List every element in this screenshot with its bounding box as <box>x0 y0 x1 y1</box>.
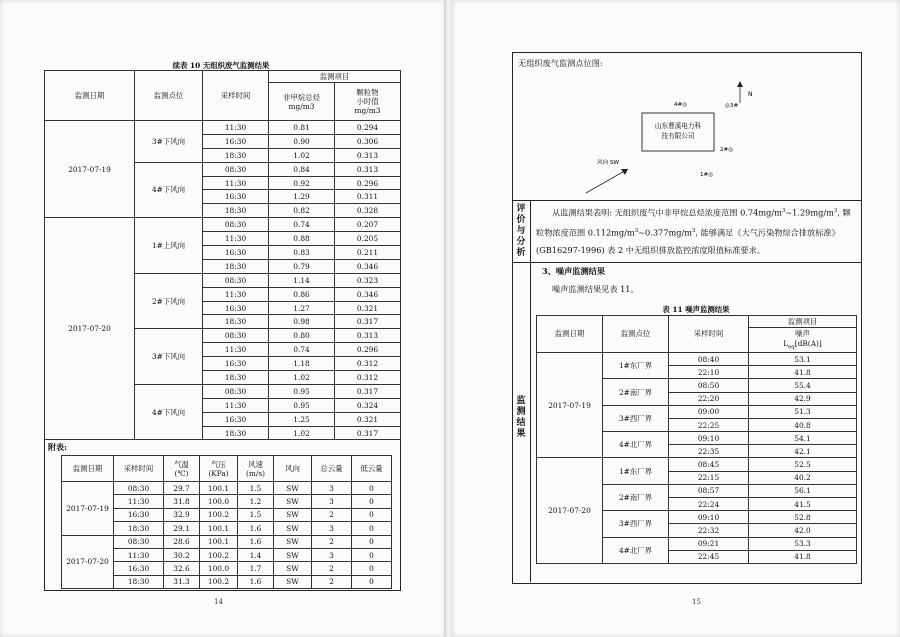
time-cell: 22:15 <box>669 471 749 484</box>
eval-text-2: ~1.29mg/m <box>785 207 834 218</box>
time-cell: 11:30 <box>203 176 269 190</box>
app-header-time: 采样时间 <box>114 456 164 482</box>
t11-header-point: 监测点位 <box>603 316 669 353</box>
point-2: 2#◎ <box>720 147 734 153</box>
point-cell: 3#下风向 <box>135 329 203 385</box>
date-cell: 2017-07-20 <box>62 535 114 589</box>
point-3: ◎3# <box>725 103 739 109</box>
time-cell: 18:30 <box>203 204 269 218</box>
table-row <box>62 482 392 495</box>
time-cell: 11:30 <box>203 398 269 412</box>
page-number-right: 15 <box>692 598 701 606</box>
pm-value: 0.321 <box>335 301 401 315</box>
weather-value: 0 <box>352 575 392 588</box>
appendix-weather-table <box>61 455 392 589</box>
monitoring-point-map <box>572 78 772 198</box>
weather-value: 2 <box>312 535 352 548</box>
point-cell: 3#西厂界 <box>603 405 669 431</box>
eval-label-char: 评 <box>516 204 526 214</box>
noise-value: 55.4 <box>749 379 857 392</box>
time-cell: 22:32 <box>669 524 749 537</box>
app-header-low-cloud: 低云量 <box>352 456 392 482</box>
pm-value: 0.313 <box>335 148 401 162</box>
nmhc-value: 0.88 <box>269 232 335 246</box>
table10-air-monitoring <box>44 70 401 440</box>
nmhc-value: 0.82 <box>269 204 335 218</box>
t11-header-unit <box>749 339 857 353</box>
time-cell: 22:10 <box>669 366 749 379</box>
pm-value: 0.312 <box>335 357 401 371</box>
weather-value: SW <box>274 548 312 561</box>
section-divider-2 <box>512 262 861 263</box>
weather-value: 11:30 <box>114 548 164 561</box>
t11-header-noise: 噪声 <box>749 328 857 339</box>
pm-value: 0.346 <box>335 287 401 301</box>
results-label <box>514 396 528 440</box>
point-cell: 4#北厂界 <box>603 432 669 458</box>
nmhc-value: 0.83 <box>269 246 335 260</box>
weather-value: 2 <box>312 508 352 521</box>
pm-value: 0.324 <box>335 398 401 412</box>
date-cell: 2017-07-19 <box>45 121 135 218</box>
nmhc-value: 1.29 <box>269 190 335 204</box>
eval-text-3: , 颗粒物浓度范围 0.112mg/m <box>536 207 851 238</box>
time-cell: 08:30 <box>203 329 269 343</box>
weather-value: 3 <box>312 522 352 535</box>
time-cell: 16:30 <box>203 134 269 148</box>
nmhc-value: 1.27 <box>269 301 335 315</box>
weather-value: 1.5 <box>238 508 274 521</box>
noise-value: 40.2 <box>749 471 857 484</box>
eval-paragraph <box>536 202 854 259</box>
pm-value: 0.312 <box>335 371 401 385</box>
header-time: 采样时间 <box>203 71 269 121</box>
table-row <box>537 458 857 471</box>
time-cell: 08:40 <box>669 352 749 365</box>
table-row <box>45 121 401 135</box>
t11-unit-sub: eq <box>788 343 795 350</box>
weather-value: 1.5 <box>238 482 274 495</box>
weather-value: SW <box>274 508 312 521</box>
time-cell: 22:20 <box>669 392 749 405</box>
results-label-char: 结 <box>516 418 526 428</box>
time-cell: 09:10 <box>669 432 749 445</box>
noise-value: 41.8 <box>749 366 857 379</box>
time-cell: 08:57 <box>669 484 749 497</box>
weather-value: 1.2 <box>238 495 274 508</box>
nmhc-value: 1.02 <box>269 426 335 440</box>
weather-value: 11:30 <box>114 495 164 508</box>
weather-value: 18:30 <box>114 522 164 535</box>
pm-value: 0.317 <box>335 426 401 440</box>
weather-value: 100.1 <box>200 482 238 495</box>
weather-value: SW <box>274 495 312 508</box>
weather-value: SW <box>274 535 312 548</box>
noise-value: 53.1 <box>749 352 857 365</box>
noise-value: 54.1 <box>749 432 857 445</box>
app-header-winddir: 风向 <box>274 456 312 482</box>
app-header-temp <box>164 456 200 482</box>
pm-value: 0.205 <box>335 232 401 246</box>
noise-value: 42.0 <box>749 524 857 537</box>
weather-value: 100.2 <box>200 548 238 561</box>
t11-unit-main: L <box>783 338 789 348</box>
time-cell: 08:50 <box>669 379 749 392</box>
weather-value: 16:30 <box>114 562 164 575</box>
point-4: 4#◎ <box>674 102 688 108</box>
weather-value: 100.2 <box>200 508 238 521</box>
eval-sup: 3 <box>781 208 786 214</box>
noise-heading: 3、噪声监测结果 <box>542 266 606 276</box>
nmhc-value: 1.25 <box>269 412 335 426</box>
app-header-temp-unit: (℃) <box>174 468 189 478</box>
header-date: 监测日期 <box>45 71 135 121</box>
header-nmhc-name: 非甲烷总烃 <box>283 92 320 102</box>
time-cell: 22:24 <box>669 498 749 511</box>
pm-value: 0.321 <box>335 412 401 426</box>
point-cell: 3#下风向 <box>135 121 203 163</box>
noise-intro: 噪声监测结果见表 11。 <box>552 284 639 294</box>
noise-value: 41.5 <box>749 498 857 511</box>
eval-sup: 3 <box>691 227 696 234</box>
app-header-date: 监测日期 <box>62 456 114 482</box>
left-page <box>0 0 446 637</box>
weather-value: 08:30 <box>114 535 164 548</box>
weather-value: 31.3 <box>164 575 200 588</box>
eval-label-char: 与 <box>516 226 526 236</box>
point-cell: 1#东厂界 <box>603 458 669 484</box>
time-cell: 08:30 <box>203 218 269 232</box>
t11-header-date: 监测日期 <box>537 316 603 353</box>
weather-value: 29.1 <box>164 522 200 535</box>
pm-value: 0.211 <box>335 246 401 260</box>
weather-value: SW <box>274 575 312 588</box>
weather-value: 100.1 <box>200 522 238 535</box>
company-name-line1: 山东曹溪电力科 <box>654 122 702 130</box>
nmhc-value: 0.86 <box>269 287 335 301</box>
weather-value: 2 <box>312 562 352 575</box>
date-cell: 2017-07-20 <box>537 458 603 564</box>
app-header-pressure-unit: (KPa) <box>208 468 229 478</box>
noise-value: 51.3 <box>749 405 857 418</box>
header-pm-name: 颗粒物 <box>356 88 379 97</box>
weather-value: 0 <box>352 522 392 535</box>
nmhc-value: 0.79 <box>269 259 335 273</box>
results-label-char: 测 <box>516 407 526 417</box>
weather-value: 100.0 <box>200 562 238 575</box>
time-cell: 09:21 <box>669 537 749 550</box>
nmhc-value: 1.02 <box>269 371 335 385</box>
appendix-title: 附表: <box>48 442 67 452</box>
point-cell: 3#西厂界 <box>603 511 669 537</box>
table-row <box>537 352 857 365</box>
point-cell: 4#北厂界 <box>603 537 669 563</box>
header-point: 监测点位 <box>135 71 203 121</box>
company-name-line2: 技有限公司 <box>661 132 695 140</box>
weather-value: 1.6 <box>238 522 274 535</box>
weather-value: 0 <box>352 548 392 561</box>
pm-value: 0.317 <box>335 384 401 398</box>
app-header-pressure-name: 气压 <box>211 459 226 469</box>
eval-text-5: , 能够满足《大气污染物综合排放标准》(GB16297-1996) 表 2 中无组织排放监控浓度限值标准要求。 <box>536 227 840 256</box>
t11-header-time: 采样时间 <box>669 316 749 353</box>
time-cell: 11:30 <box>203 232 269 246</box>
point-cell: 2#南厂界 <box>603 484 669 510</box>
right-page <box>452 0 900 637</box>
pm-value: 0.207 <box>335 218 401 232</box>
nmhc-value: 1.18 <box>269 357 335 371</box>
nmhc-value: 1.02 <box>269 148 335 162</box>
point-1: 1#◎ <box>700 172 714 178</box>
pm-value: 0.306 <box>335 134 401 148</box>
point-cell: 4#下风向 <box>135 384 203 440</box>
nmhc-value: 0.90 <box>269 134 335 148</box>
time-cell: 22:35 <box>669 445 749 458</box>
weather-value: 2 <box>312 575 352 588</box>
weather-value: 0 <box>352 482 392 495</box>
time-cell: 08:30 <box>203 384 269 398</box>
table11-caption: 表 11 噪声监测结果 <box>662 305 730 314</box>
noise-value: 53.3 <box>749 537 857 550</box>
nmhc-value: 0.74 <box>269 218 335 232</box>
weather-value: SW <box>274 482 312 495</box>
time-cell: 16:30 <box>203 301 269 315</box>
nmhc-value: 0.84 <box>269 162 335 176</box>
weather-value: 32.9 <box>164 508 200 521</box>
nmhc-value: 0.95 <box>269 398 335 412</box>
nmhc-value: 0.81 <box>269 121 335 135</box>
nmhc-value: 0.98 <box>269 315 335 329</box>
time-cell: 18:30 <box>203 315 269 329</box>
north-arrow-icon <box>737 81 743 87</box>
header-nmhc-unit: mg/m3 <box>288 101 315 111</box>
weather-value: SW <box>274 522 312 535</box>
eval-text-1: 从监测结果表明: 无组织废气中非甲烷总烃浓度范围 0.74mg/m <box>552 207 782 218</box>
weather-value: 0 <box>352 562 392 575</box>
table11-noise <box>536 315 857 564</box>
noise-value: 56.1 <box>749 484 857 497</box>
header-pm <box>335 83 401 121</box>
weather-value: 16:30 <box>114 508 164 521</box>
label-column-divider <box>530 200 531 582</box>
weather-value: 31.8 <box>164 495 200 508</box>
time-cell: 16:30 <box>203 357 269 371</box>
t11-unit-tail: [dB(A)] <box>794 338 822 348</box>
time-cell: 16:30 <box>203 246 269 260</box>
time-cell: 11:30 <box>203 121 269 135</box>
time-cell: 18:30 <box>203 148 269 162</box>
time-cell: 18:30 <box>203 426 269 440</box>
weather-value: 1.6 <box>238 575 274 588</box>
date-cell: 2017-07-20 <box>45 218 135 440</box>
eval-sup: 3 <box>833 208 838 214</box>
pm-value: 0.294 <box>335 121 401 135</box>
weather-value: 0 <box>352 508 392 521</box>
weather-value: 100.1 <box>200 535 238 548</box>
time-cell: 11:30 <box>203 287 269 301</box>
weather-value: 28.6 <box>164 535 200 548</box>
pm-value: 0.323 <box>335 273 401 287</box>
point-cell: 2#南厂界 <box>603 379 669 405</box>
point-cell: 2#下风向 <box>135 273 203 329</box>
time-cell: 09:10 <box>669 511 749 524</box>
eval-text-4: ~0.377mg/m <box>638 227 692 238</box>
weather-value: 30.2 <box>164 548 200 561</box>
wind-arrow-shaft <box>586 169 628 193</box>
time-cell: 09:00 <box>669 405 749 418</box>
map-title: 无组织废气监测点位图: <box>518 58 603 68</box>
weather-value: 18:30 <box>114 575 164 588</box>
pm-value: 0.296 <box>335 343 401 357</box>
noise-value: 41.8 <box>749 550 857 563</box>
section-divider-1 <box>512 200 861 201</box>
header-group: 监测项目 <box>269 71 401 83</box>
north-label: N <box>748 91 753 98</box>
page-number-left: 14 <box>214 598 223 606</box>
pm-value: 0.296 <box>335 176 401 190</box>
point-cell: 1#上风向 <box>135 218 203 274</box>
table-row <box>62 535 392 548</box>
app-header-pressure <box>200 456 238 482</box>
time-cell: 08:30 <box>203 162 269 176</box>
weather-value: 1.6 <box>238 535 274 548</box>
app-header-temp-name: 气温 <box>174 459 189 469</box>
eval-label-char: 价 <box>516 215 526 225</box>
eval-sup: 3 <box>634 227 639 234</box>
nmhc-value: 1.14 <box>269 273 335 287</box>
noise-value: 52.8 <box>749 511 857 524</box>
table10-caption: 续表 10 无组织废气监测结果 <box>172 61 270 70</box>
eval-label <box>514 204 528 259</box>
weather-value: 0 <box>352 535 392 548</box>
time-cell: 22:45 <box>669 550 749 563</box>
weather-value: 1.7 <box>238 562 274 575</box>
time-cell: 16:30 <box>203 412 269 426</box>
time-cell: 08:45 <box>669 458 749 471</box>
header-nmhc <box>269 83 335 121</box>
time-cell: 18:30 <box>203 259 269 273</box>
nmhc-value: 0.95 <box>269 384 335 398</box>
point-cell: 4#下风向 <box>135 162 203 218</box>
time-cell: 22:25 <box>669 418 749 431</box>
t11-header-group: 监测项目 <box>749 316 857 328</box>
header-pm-hour: 小时值 <box>356 97 379 106</box>
date-cell: 2017-07-19 <box>537 352 603 458</box>
noise-value: 42.1 <box>749 445 857 458</box>
nmhc-value: 0.74 <box>269 343 335 357</box>
weather-value: 100.2 <box>200 575 238 588</box>
nmhc-value: 0.80 <box>269 329 335 343</box>
app-header-windspeed-unit: (m/s) <box>245 468 266 478</box>
weather-value: SW <box>274 562 312 575</box>
time-cell: 11:30 <box>203 343 269 357</box>
weather-value: 100.0 <box>200 495 238 508</box>
header-pm-unit: mg/m3 <box>354 106 381 115</box>
weather-value: 32.6 <box>164 562 200 575</box>
wind-label: 风向 SW <box>597 160 620 166</box>
pm-value: 0.311 <box>335 190 401 204</box>
pm-value: 0.328 <box>335 204 401 218</box>
time-cell: 18:30 <box>203 371 269 385</box>
weather-value: 3 <box>312 495 352 508</box>
pm-value: 0.346 <box>335 259 401 273</box>
pm-value: 0.317 <box>335 315 401 329</box>
time-cell: 08:30 <box>203 273 269 287</box>
noise-value: 40.8 <box>749 418 857 431</box>
results-label-char: 监 <box>516 396 526 406</box>
weather-value: 3 <box>312 548 352 561</box>
noise-value: 42.9 <box>749 392 857 405</box>
nmhc-value: 0.92 <box>269 176 335 190</box>
weather-value: 0 <box>352 495 392 508</box>
noise-value: 52.5 <box>749 458 857 471</box>
time-cell: 16:30 <box>203 190 269 204</box>
point-cell: 1#东厂界 <box>603 352 669 378</box>
weather-value: 29.7 <box>164 482 200 495</box>
results-label-char: 果 <box>516 429 526 439</box>
app-header-windspeed-name: 风速 <box>248 459 263 469</box>
eval-label-char: 分 <box>516 237 526 247</box>
pm-value: 0.313 <box>335 329 401 343</box>
weather-value: 1.4 <box>238 548 274 561</box>
app-header-windspeed <box>238 456 274 482</box>
date-cell: 2017-07-19 <box>62 482 114 536</box>
table-row <box>45 218 401 232</box>
app-header-total-cloud: 总云量 <box>312 456 352 482</box>
pm-value: 0.313 <box>335 162 401 176</box>
eval-label-char: 析 <box>516 248 526 258</box>
weather-value: 08:30 <box>114 482 164 495</box>
weather-value: 3 <box>312 482 352 495</box>
